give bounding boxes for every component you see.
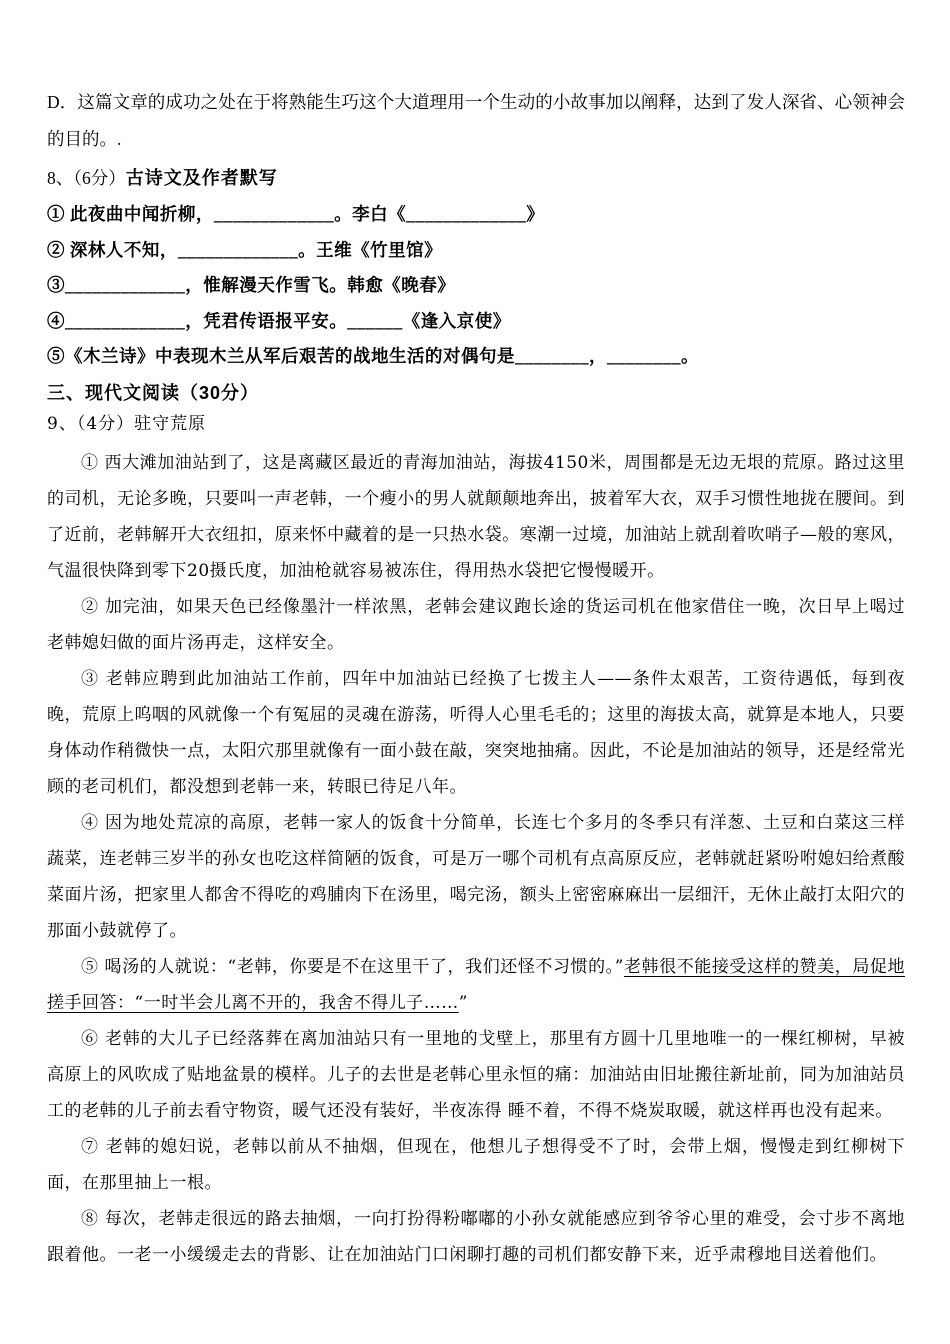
question-8-header [47, 159, 905, 197]
option-d-text: D．这篇文章的成功之处在于将熟能生巧这个大道理用一个生动的小故事加以阐释，达到了发人深省、心领神会的目的。. [47, 92, 905, 149]
question-9-title: 驻守荒原 [134, 413, 207, 434]
paragraph-5-underlined-sentence: 老韩很不能接受这样的赞美，局促地搓手回答：“一时半会儿离不开的，我舍不得儿子…… [47, 956, 905, 1013]
question-8-title: 古诗文及作者默写 [125, 168, 278, 188]
paragraph-5-closing-quote: ” [458, 992, 468, 1013]
question-9-header [47, 411, 905, 438]
reading-passage [47, 445, 905, 1273]
passage-paragraph-8: ⑧ 每次，老韩走很远的路去抽烟，一向打扮得粉嘟嘟的小孙女就能感应到爷爷心里的难受，会寸步不离地跟着他。一老一小缓缓走去的背影、让在加油站门口闲聊打趣的司机们都安静下来，近乎肃穆地目送着他们。 [47, 1208, 905, 1265]
blank-item-5: ⑤《木兰诗》中表现木兰从军后艰苦的战地生活的对偶句是________，________。 [47, 346, 699, 366]
blank-item-2: ② 深林人不知，_____________。王维《竹里馆》 [47, 239, 443, 260]
passage-paragraph-4: ④ 因为地处荒凉的高原，老韩一家人的饭食十分简单，长连七个多月的冬季只有洋葱、土豆和白菜这三样蔬菜，连老韩三岁半的孙女也吃这样简陋的饭食，可是万一哪个司机有点高原反应，老韩就赶紧吩咐媳妇给煮酸菜面片汤，把家里人都舍不得吃的鸡脯肉下在汤里，喝完汤，额头上密密麻麻出一层细汗，无休止敲打太阳穴的那面小鼓就停了。 [47, 812, 905, 941]
blank-item-3: ③_____________，惟解漫天作雪飞。韩愈《晚春》 [47, 275, 456, 295]
blank-item-4: ④_____________，凭君传语报平安。______《逢入京使》 [47, 310, 511, 331]
question-8-number: 8、（6分） [47, 168, 126, 188]
section-3-heading: 三、现代文阅读（30分） [47, 382, 260, 403]
passage-paragraph-6: ⑥ 老韩的大儿子已经落葬在离加油站只有一里地的戈壁上，那里有方圆十几里地唯一的一棵红柳树，早被高原上的风吹成了贴地盆景的模样。儿子的去世是老韩心里永恒的痛：加油站由旧址搬往新址前，同为加油站员工的老韩的儿子前去看守物资，暖气还没有装好，半夜冻得 睡不着，不得不烧炭取暖，就这样再也没有起来。 [47, 1028, 905, 1121]
question-8-blank-items [47, 197, 905, 375]
passage-paragraph-1: ① 西大滩加油站到了，这是离藏区最近的青海加油站，海拔4150米，周围都是无边无垠的荒原。路过这里的司机，无论多晚，只要叫一声老韩，一个瘦小的男人就颠颠地奔出，披着军大衣，双手习惯性地拢在腰间。到了近前，老韩解开大衣纽扣，原来怀中藏着的是一只热水袋。寒潮一过境，加油站上就刮着吹哨子—般的寒风，气温很快降到零下20摄氏度，加油枪就容易被冻住，得用热水袋把它慢慢暖开。 [47, 452, 905, 581]
passage-paragraph-3: ③ 老韩应聘到此加油站工作前，四年中加油站已经换了七拨主人——条件太艰苦，工资待遇低，每到夜晚，荒原上呜咽的风就像一个有冤屈的灵魂在游荡，听得人心里毛毛的；这里的海拔太高，就算是本地人，只要身体动作稍微快一点，太阳穴那里就像有一面小鼓在敲，突突地抽痛。因此，不论是加油站的领导，还是经常光顾的老司机们，都没想到老韩一来，转眼已待足八年。 [47, 668, 905, 797]
paragraph-5-plain-text: ⑤ 喝汤的人就说：“老韩，你要是不在这里干了，我们还怪不习惯的。” [81, 956, 624, 977]
question-9-number: 9、（4分） [47, 413, 135, 434]
passage-paragraph-2: ② 加完油，如果天色已经像墨汁一样浓黑，老韩会建议跑长途的货运司机在他家借住一晚，次日早上喝过老韩媳妇做的面片汤再走，这样安全。 [47, 596, 905, 653]
passage-paragraph-7: ⑦ 老韩的媳妇说，老韩以前从不抽烟，但现在，他想儿子想得受不了时，会带上烟，慢慢走到红柳树下面，在那里抽上一根。 [47, 1136, 905, 1193]
passage-paragraph-5 [47, 949, 905, 1021]
blank-item-1: ① 此夜曲中闻折柳，_____________。李白《_____________》 [47, 204, 545, 224]
